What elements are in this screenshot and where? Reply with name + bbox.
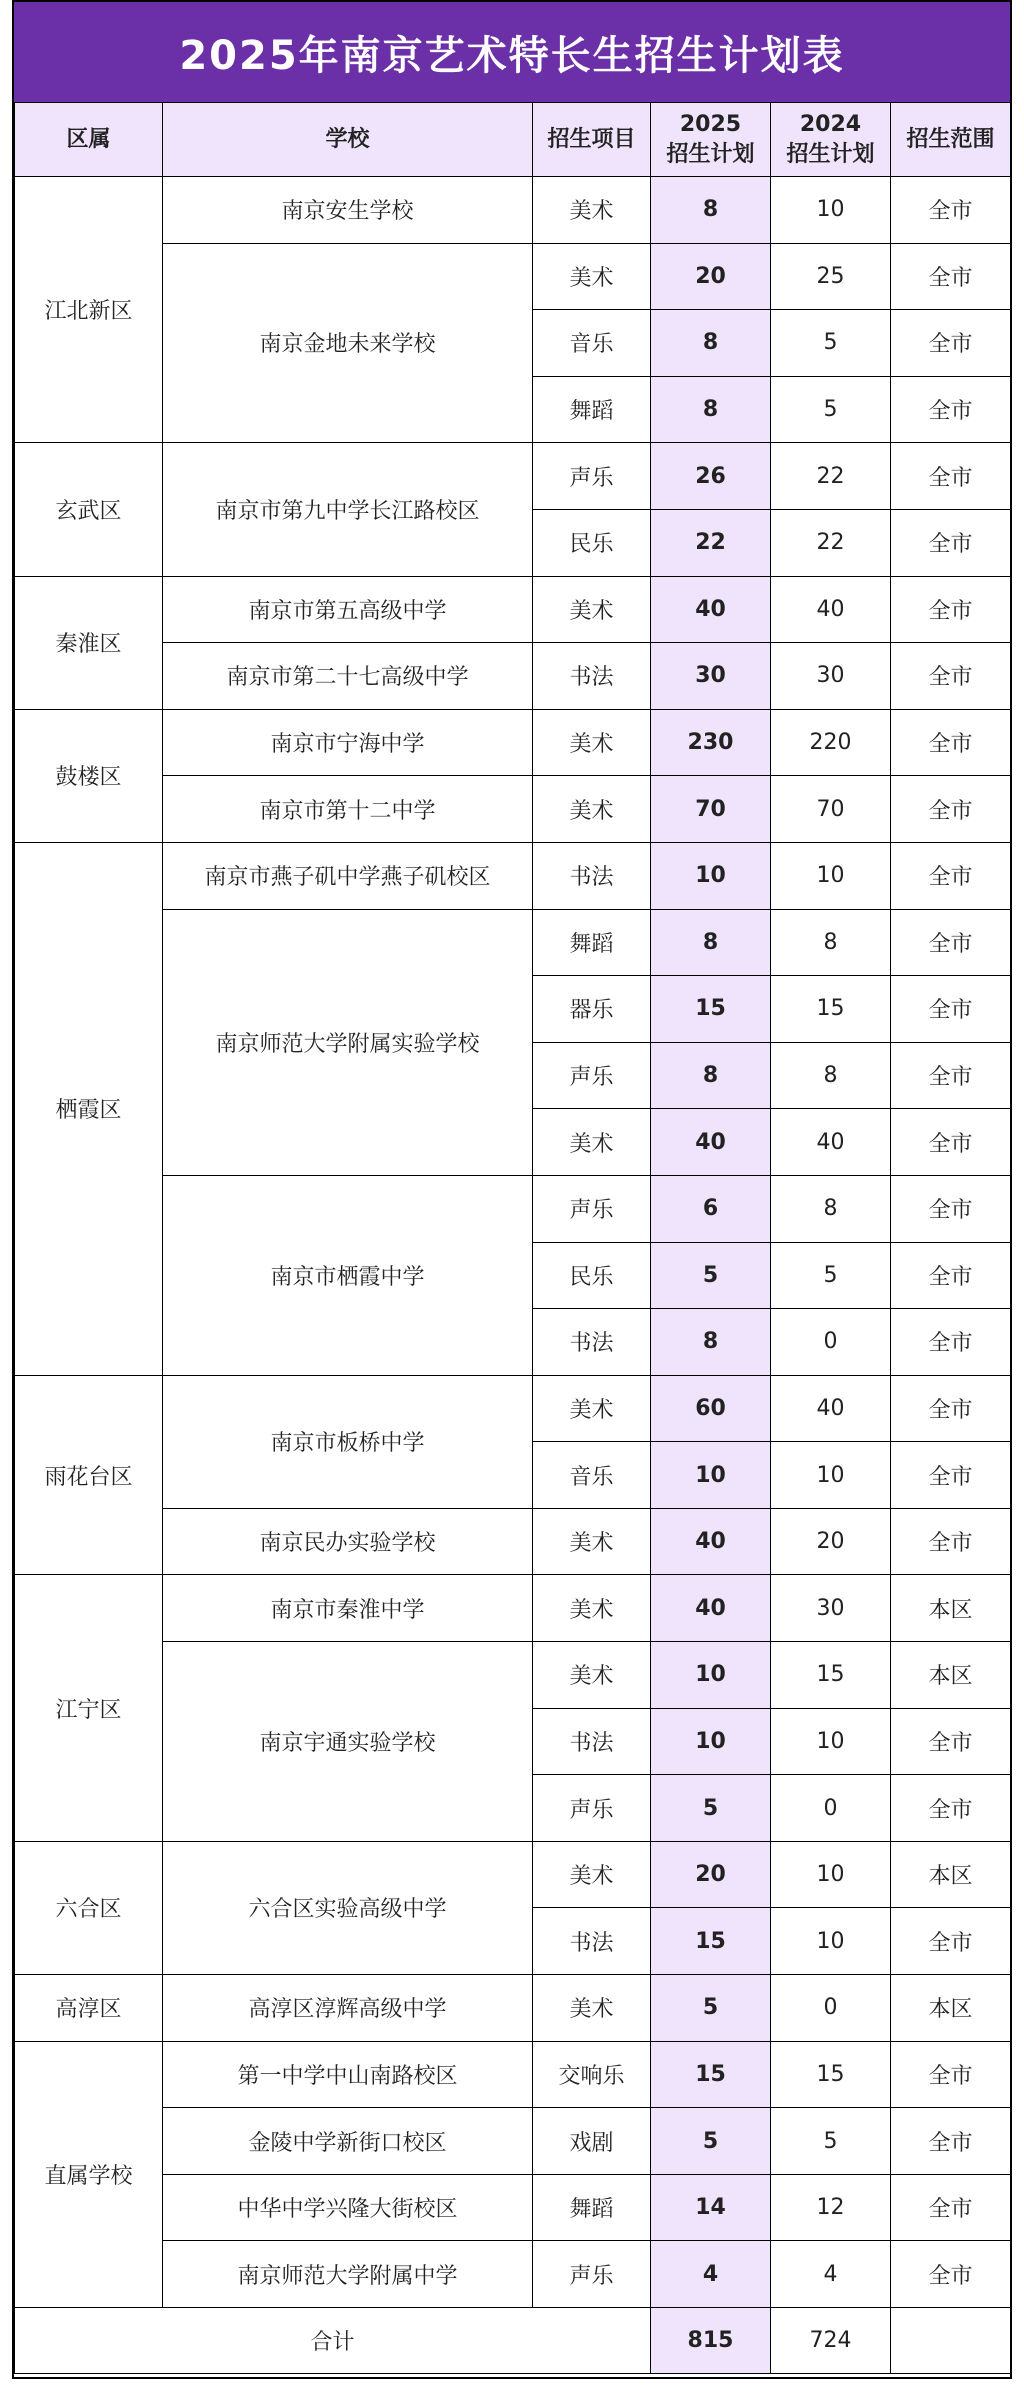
table-row	[15, 1841, 1011, 1908]
header-district: 区属	[15, 103, 163, 177]
plan-2025-cell: 8	[651, 1309, 771, 1376]
plan-2025-cell: 22	[651, 509, 771, 576]
subject-cell: 交响乐	[533, 2041, 651, 2108]
scope-cell: 全市	[891, 1242, 1011, 1309]
plan-2025-cell: 10	[651, 842, 771, 909]
scope-cell: 全市	[891, 509, 1011, 576]
plan-2024-cell: 4	[771, 2241, 891, 2308]
header-scope: 招生范围	[891, 103, 1011, 177]
subject-cell: 美术	[533, 1575, 651, 1642]
plan-2025-cell: 30	[651, 643, 771, 710]
plan-2025-cell: 10	[651, 1442, 771, 1509]
scope-cell: 全市	[891, 177, 1011, 244]
total-row	[15, 2308, 1011, 2374]
table-row	[15, 576, 1011, 643]
plan-2025-cell: 40	[651, 1109, 771, 1176]
subject-cell: 民乐	[533, 509, 651, 576]
plan-2024-cell: 15	[771, 1642, 891, 1709]
header-plan-2025	[651, 103, 771, 177]
district-cell: 鼓楼区	[15, 709, 163, 842]
plan-2025-cell: 5	[651, 1775, 771, 1842]
plan-2024-cell: 0	[771, 1309, 891, 1376]
plan-2025-cell: 10	[651, 1642, 771, 1709]
plan-2024-cell: 22	[771, 509, 891, 576]
subject-cell: 美术	[533, 177, 651, 244]
school-cell: 中华中学兴隆大街校区	[163, 2174, 533, 2241]
plan-2024-cell: 15	[771, 976, 891, 1043]
plan-2024-cell: 5	[771, 2108, 891, 2175]
plan-2024-cell: 5	[771, 1242, 891, 1309]
total-plan-2025: 815	[651, 2308, 771, 2374]
scope-cell: 全市	[891, 776, 1011, 843]
plan-2025-cell: 5	[651, 1975, 771, 2042]
scope-cell: 全市	[891, 1775, 1011, 1842]
subject-cell: 美术	[533, 776, 651, 843]
plan-2025-cell: 6	[651, 1175, 771, 1242]
subject-cell: 美术	[533, 1375, 651, 1442]
scope-cell: 全市	[891, 310, 1011, 377]
district-cell: 玄武区	[15, 443, 163, 576]
plan-2025-cell: 4	[651, 2241, 771, 2308]
table-row	[15, 842, 1011, 909]
subject-cell: 美术	[533, 709, 651, 776]
subject-cell: 美术	[533, 1841, 651, 1908]
district-cell: 栖霞区	[15, 842, 163, 1375]
scope-cell: 全市	[891, 1442, 1011, 1509]
table-row	[15, 2108, 1011, 2175]
plan-2024-cell: 40	[771, 576, 891, 643]
scope-cell: 全市	[891, 1908, 1011, 1975]
header-subject: 招生项目	[533, 103, 651, 177]
school-cell: 南京金地未来学校	[163, 243, 533, 443]
plan-2025-cell: 15	[651, 1908, 771, 1975]
subject-cell: 音乐	[533, 1442, 651, 1509]
subject-cell: 美术	[533, 576, 651, 643]
table-row	[15, 709, 1011, 776]
scope-cell: 全市	[891, 1375, 1011, 1442]
subject-cell: 民乐	[533, 1242, 651, 1309]
table-row	[15, 1975, 1011, 2042]
plan-2025-cell: 15	[651, 976, 771, 1043]
scope-cell: 全市	[891, 1175, 1011, 1242]
subject-cell: 声乐	[533, 1175, 651, 1242]
plan-2024-cell: 30	[771, 643, 891, 710]
plan-2024-cell: 5	[771, 376, 891, 443]
plan-2025-cell: 60	[651, 1375, 771, 1442]
subject-cell: 美术	[533, 1109, 651, 1176]
table-row	[15, 1175, 1011, 1242]
plan-2024-cell: 10	[771, 1708, 891, 1775]
plan-2024-cell: 30	[771, 1575, 891, 1642]
school-cell: 南京市板桥中学	[163, 1375, 533, 1508]
plan-2025-cell: 8	[651, 909, 771, 976]
district-cell: 江北新区	[15, 177, 163, 443]
plan-2025-cell: 8	[651, 1042, 771, 1109]
school-cell: 南京市秦淮中学	[163, 1575, 533, 1642]
scope-cell: 全市	[891, 376, 1011, 443]
plan-2024-cell: 220	[771, 709, 891, 776]
table-row	[15, 243, 1011, 310]
scope-cell: 全市	[891, 443, 1011, 510]
plan-2025-cell: 14	[651, 2174, 771, 2241]
subject-cell: 书法	[533, 1708, 651, 1775]
subject-cell: 音乐	[533, 310, 651, 377]
plan-2024-cell: 12	[771, 2174, 891, 2241]
scope-cell: 全市	[891, 1042, 1011, 1109]
plan-2024-cell: 25	[771, 243, 891, 310]
plan-2024-cell: 10	[771, 1908, 891, 1975]
plan-2024-cell: 10	[771, 842, 891, 909]
district-cell: 六合区	[15, 1841, 163, 1974]
subject-cell: 声乐	[533, 1775, 651, 1842]
table-row	[15, 1642, 1011, 1709]
table-row	[15, 2174, 1011, 2241]
scope-cell: 全市	[891, 1109, 1011, 1176]
plan-2025-cell: 230	[651, 709, 771, 776]
school-cell: 南京市燕子矶中学燕子矶校区	[163, 842, 533, 909]
plan-2025-cell: 8	[651, 177, 771, 244]
plan-2024-cell: 0	[771, 1775, 891, 1842]
plan-2025-cell: 40	[651, 1508, 771, 1575]
plan-2025-cell: 40	[651, 1575, 771, 1642]
school-cell: 南京民办实验学校	[163, 1508, 533, 1575]
scope-cell: 全市	[891, 243, 1011, 310]
table-row	[15, 776, 1011, 843]
scope-cell: 全市	[891, 2108, 1011, 2175]
plan-2024-cell: 10	[771, 177, 891, 244]
school-cell: 南京师范大学附属中学	[163, 2241, 533, 2308]
scope-cell: 全市	[891, 1708, 1011, 1775]
scope-cell: 全市	[891, 643, 1011, 710]
school-cell: 南京安生学校	[163, 177, 533, 244]
district-cell: 秦淮区	[15, 576, 163, 709]
table-row	[15, 1575, 1011, 1642]
plan-2024-cell: 70	[771, 776, 891, 843]
table-row	[15, 1375, 1011, 1442]
plan-2024-cell: 40	[771, 1375, 891, 1442]
scope-cell: 全市	[891, 576, 1011, 643]
scope-cell: 全市	[891, 909, 1011, 976]
table-row	[15, 443, 1011, 510]
subject-cell: 声乐	[533, 1042, 651, 1109]
district-cell: 雨花台区	[15, 1375, 163, 1575]
plan-2024-cell: 10	[771, 1841, 891, 1908]
plan-2025-cell: 5	[651, 2108, 771, 2175]
subject-cell: 戏剧	[533, 2108, 651, 2175]
school-cell: 南京市第十二中学	[163, 776, 533, 843]
plan-2025-cell: 40	[651, 576, 771, 643]
scope-cell: 本区	[891, 1975, 1011, 2042]
plan-2024-cell: 8	[771, 1042, 891, 1109]
district-cell: 江宁区	[15, 1575, 163, 1841]
scope-cell: 全市	[891, 1309, 1011, 1376]
subject-cell: 美术	[533, 1975, 651, 2042]
school-cell: 南京师范大学附属实验学校	[163, 909, 533, 1175]
school-cell: 南京市宁海中学	[163, 709, 533, 776]
plan-2024-cell: 15	[771, 2041, 891, 2108]
plan-2025-cell: 8	[651, 376, 771, 443]
school-cell: 南京宇通实验学校	[163, 1642, 533, 1842]
school-cell: 第一中学中山南路校区	[163, 2041, 533, 2108]
plan-2024-cell: 10	[771, 1442, 891, 1509]
subject-cell: 书法	[533, 1908, 651, 1975]
scope-cell: 全市	[891, 2241, 1011, 2308]
school-cell: 南京市栖霞中学	[163, 1175, 533, 1375]
subject-cell: 书法	[533, 1309, 651, 1376]
scope-cell: 本区	[891, 1841, 1011, 1908]
plan-2024-cell: 8	[771, 909, 891, 976]
plan-2025-cell: 15	[651, 2041, 771, 2108]
scope-cell: 全市	[891, 2041, 1011, 2108]
table-row	[15, 2041, 1011, 2108]
title-bar	[14, 2, 1010, 102]
subject-cell: 美术	[533, 243, 651, 310]
scope-cell: 本区	[891, 1642, 1011, 1709]
total-label: 合计	[15, 2308, 651, 2374]
plan-2025-cell: 70	[651, 776, 771, 843]
plan-2024-cell: 8	[771, 1175, 891, 1242]
district-cell: 直属学校	[15, 2041, 163, 2307]
subject-cell: 声乐	[533, 2241, 651, 2308]
school-cell: 南京市第五高级中学	[163, 576, 533, 643]
scope-cell: 全市	[891, 1508, 1011, 1575]
total-plan-2024: 724	[771, 2308, 891, 2374]
header-row	[15, 103, 1011, 177]
subject-cell: 美术	[533, 1642, 651, 1709]
plan-2025-cell: 20	[651, 243, 771, 310]
school-cell: 南京市第九中学长江路校区	[163, 443, 533, 576]
plan-2025-cell: 20	[651, 1841, 771, 1908]
plan-2025-cell: 26	[651, 443, 771, 510]
school-cell: 高淳区淳辉高级中学	[163, 1975, 533, 2042]
school-cell: 金陵中学新街口校区	[163, 2108, 533, 2175]
table-row	[15, 177, 1011, 244]
subject-cell: 美术	[533, 1508, 651, 1575]
plan-2024-cell: 22	[771, 443, 891, 510]
enrollment-table	[14, 102, 1011, 2374]
header-plan-2025-label: 招生计划	[666, 141, 755, 167]
scope-cell: 全市	[891, 2174, 1011, 2241]
subject-cell: 器乐	[533, 976, 651, 1043]
scope-cell: 本区	[891, 1575, 1011, 1642]
school-cell: 六合区实验高级中学	[163, 1841, 533, 1974]
district-cell: 高淳区	[15, 1975, 163, 2042]
subject-cell: 舞蹈	[533, 909, 651, 976]
plan-2025-cell: 10	[651, 1708, 771, 1775]
subject-cell: 舞蹈	[533, 376, 651, 443]
header-plan-2024-year: 2024	[799, 111, 862, 137]
subject-cell: 声乐	[533, 443, 651, 510]
scope-cell: 全市	[891, 842, 1011, 909]
subject-cell: 舞蹈	[533, 2174, 651, 2241]
header-plan-2024	[771, 103, 891, 177]
plan-2024-cell: 40	[771, 1109, 891, 1176]
page-title: 2025年南京艺术特长生招生计划表	[179, 32, 845, 79]
subject-cell: 书法	[533, 643, 651, 710]
total-scope-blank	[891, 2308, 1011, 2374]
plan-2025-cell: 5	[651, 1242, 771, 1309]
plan-2024-cell: 0	[771, 1975, 891, 2042]
school-cell: 南京市第二十七高级中学	[163, 643, 533, 710]
table-row	[15, 1508, 1011, 1575]
plan-2024-cell: 5	[771, 310, 891, 377]
plan-table-sheet	[12, 0, 1012, 2379]
table-row	[15, 909, 1011, 976]
scope-cell: 全市	[891, 976, 1011, 1043]
scope-cell: 全市	[891, 709, 1011, 776]
table-row	[15, 643, 1011, 710]
header-plan-2025-year: 2025	[679, 111, 742, 137]
header-school: 学校	[163, 103, 533, 177]
header-plan-2024-label: 招生计划	[786, 141, 875, 167]
table-row	[15, 2241, 1011, 2308]
plan-2025-cell: 8	[651, 310, 771, 377]
subject-cell: 书法	[533, 842, 651, 909]
plan-2024-cell: 20	[771, 1508, 891, 1575]
